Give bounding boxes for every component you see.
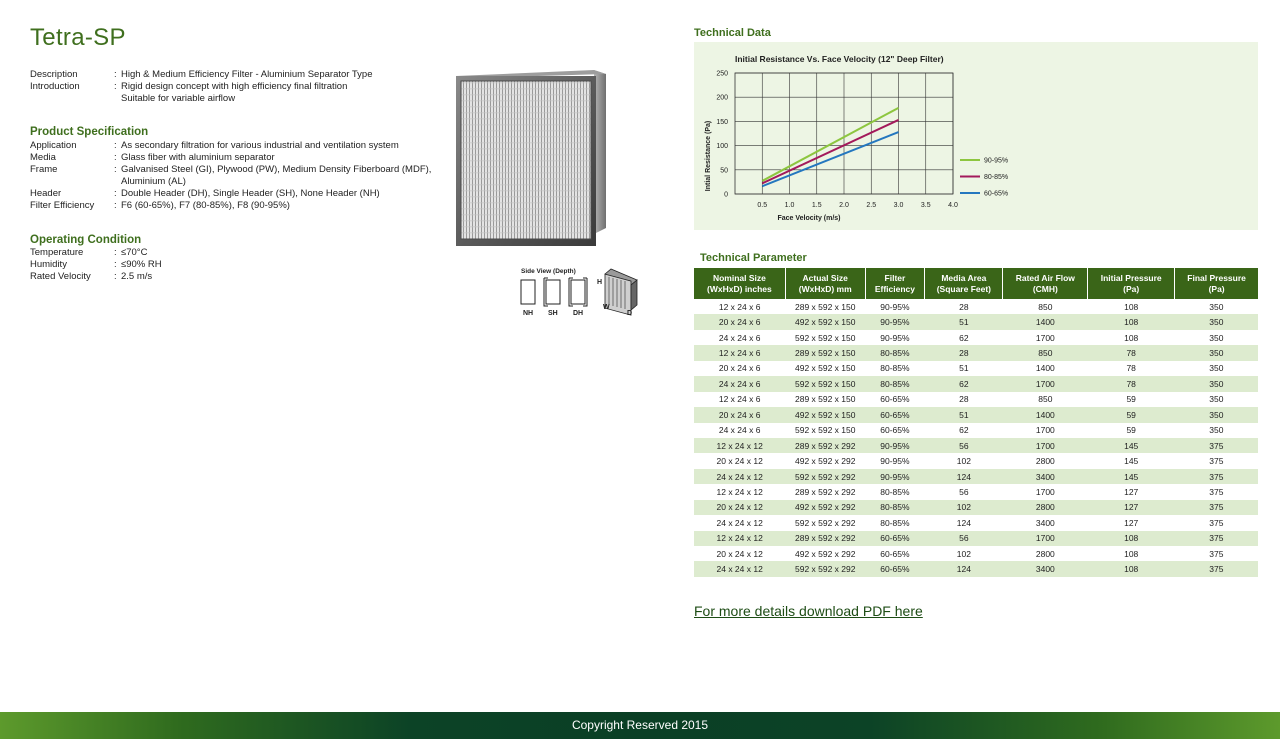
table-cell: 592 x 592 x 150 bbox=[785, 376, 865, 391]
table-cell: 90-95% bbox=[865, 314, 925, 329]
table-cell: 289 x 592 x 150 bbox=[794, 301, 856, 312]
operating-value: ≤90% RH bbox=[121, 259, 162, 270]
table-cell: 60-65% bbox=[865, 561, 925, 576]
spec-value: Glass fiber with aluminium separator bbox=[121, 152, 275, 163]
intro-value: High & Medium Efficiency Filter - Aluminium Separator Type bbox=[121, 69, 373, 80]
table-cell: 350 bbox=[1209, 363, 1224, 374]
table-cell: 350 bbox=[1209, 394, 1224, 405]
operating-condition-heading: Operating Condition bbox=[30, 234, 142, 246]
table-row bbox=[694, 438, 1258, 453]
table-cell: 375 bbox=[1175, 469, 1258, 484]
table-cell: 62 bbox=[959, 332, 969, 343]
table-cell: 20 x 24 x 6 bbox=[694, 314, 785, 329]
table-cell: 592 x 592 x 292 bbox=[785, 469, 865, 484]
spec-row-frame bbox=[30, 164, 451, 176]
table-cell: 60-65% bbox=[865, 407, 925, 422]
colon-separator bbox=[114, 93, 121, 105]
colon-separator: : bbox=[114, 247, 117, 258]
table-row bbox=[694, 407, 1258, 422]
table-cell: 12 x 24 x 6 bbox=[718, 301, 761, 312]
column-header-line: (WxHxD) inches bbox=[707, 283, 772, 294]
table-cell: 90-95% bbox=[865, 469, 925, 484]
table-cell: 60-65% bbox=[880, 394, 910, 405]
table-cell: 62 bbox=[925, 376, 1003, 391]
intro-row-introduction bbox=[30, 81, 451, 93]
operating-label: Humidity bbox=[30, 259, 67, 270]
table-cell: 80-85% bbox=[880, 486, 910, 497]
table-cell: 592 x 592 x 150 bbox=[794, 425, 856, 436]
table-cell: 28 bbox=[959, 301, 969, 312]
technical-parameter-heading: Technical Parameter bbox=[700, 252, 807, 264]
table-cell: 350 bbox=[1175, 376, 1258, 391]
filter-product-image bbox=[454, 68, 608, 246]
table-row bbox=[694, 531, 1258, 546]
y-tick-label: 100 bbox=[716, 143, 728, 151]
table-cell: 2800 bbox=[1035, 456, 1055, 467]
table-row bbox=[694, 453, 1258, 468]
intro-label bbox=[30, 93, 114, 105]
dim-d: D bbox=[627, 310, 633, 317]
table-cell: 78 bbox=[1088, 376, 1175, 391]
column-header bbox=[694, 268, 785, 299]
x-axis-label: Face Velocity (m/s) bbox=[777, 215, 841, 222]
table-cell: 56 bbox=[925, 438, 1003, 453]
x-tick-label: 4.0 bbox=[948, 202, 958, 209]
y-tick-label: 250 bbox=[716, 70, 728, 78]
spec-value: Galvanised Steel (GI), Plywood (PW), Medium Density Fiberboard (MDF), bbox=[121, 164, 432, 175]
table-cell: 492 x 592 x 292 bbox=[785, 500, 865, 515]
table-cell: 20 x 24 x 12 bbox=[694, 500, 785, 515]
table-cell: 492 x 592 x 292 bbox=[794, 548, 856, 559]
table-cell: 350 bbox=[1175, 314, 1258, 329]
table-cell: 289 x 592 x 292 bbox=[785, 438, 865, 453]
table-cell: 90-95% bbox=[880, 332, 910, 343]
table-header-row bbox=[694, 268, 1258, 299]
series-line-60-65% bbox=[762, 132, 898, 186]
table-cell: 1700 bbox=[1003, 376, 1088, 391]
y-axis-label: Intial Resistance (Pa) bbox=[705, 120, 712, 192]
spec-label bbox=[30, 176, 114, 188]
x-tick-label: 1.0 bbox=[784, 202, 795, 209]
table-cell: 12 x 24 x 6 bbox=[694, 345, 785, 360]
table-cell: 375 bbox=[1175, 531, 1258, 546]
table-cell: 350 bbox=[1209, 301, 1224, 312]
label-sh: SH bbox=[548, 310, 558, 317]
table-row bbox=[694, 500, 1258, 515]
table-cell: 124 bbox=[925, 561, 1003, 576]
table-cell: 108 bbox=[1088, 314, 1175, 329]
table-cell: 102 bbox=[956, 548, 971, 559]
table-cell: 375 bbox=[1209, 456, 1224, 467]
column-header bbox=[1175, 268, 1258, 299]
spec-label: Header bbox=[30, 188, 62, 199]
table-cell: 60-65% bbox=[880, 425, 910, 436]
table-row bbox=[694, 515, 1258, 530]
table-cell: 145 bbox=[1124, 456, 1139, 467]
table-row bbox=[694, 546, 1258, 561]
table-cell: 124 bbox=[956, 517, 971, 528]
table-cell: 20 x 24 x 6 bbox=[694, 407, 785, 422]
spec-value: As secondary filtration for various industrial and ventilation system bbox=[121, 140, 399, 151]
table-cell: 1400 bbox=[1035, 363, 1055, 374]
spec-label: Media bbox=[30, 152, 56, 163]
table-cell: 375 bbox=[1175, 438, 1258, 453]
x-tick-label: 2.0 bbox=[839, 202, 849, 209]
table-cell: 492 x 592 x 292 bbox=[794, 456, 856, 467]
table-cell: 80-85% bbox=[880, 363, 910, 374]
table-cell: 350 bbox=[1175, 345, 1258, 360]
spec-label: Filter Efficiency bbox=[30, 200, 95, 211]
table-cell: 108 bbox=[1124, 332, 1139, 343]
technical-parameter-table bbox=[694, 268, 1258, 577]
x-tick-label: 3.0 bbox=[893, 202, 904, 209]
table-cell: 492 x 592 x 150 bbox=[785, 407, 865, 422]
column-header-line: (Pa) bbox=[1123, 283, 1140, 294]
table-cell: 2800 bbox=[1003, 500, 1088, 515]
side-view-diagram bbox=[515, 266, 645, 322]
operating-label: Rated Velocity bbox=[30, 271, 91, 282]
table-cell: 24 x 24 x 12 bbox=[694, 561, 785, 576]
table-cell: 78 bbox=[1126, 363, 1136, 374]
y-tick-label: 0 bbox=[724, 191, 728, 199]
table-cell: 108 bbox=[1124, 301, 1139, 312]
table-cell: 28 bbox=[925, 345, 1003, 360]
column-header-line: Media Area bbox=[941, 272, 987, 283]
table-cell: 80-85% bbox=[865, 500, 925, 515]
spec-label: Application bbox=[30, 140, 77, 151]
table-cell: 592 x 592 x 292 bbox=[785, 561, 865, 576]
sh-shape bbox=[546, 280, 560, 304]
dh-shape bbox=[571, 280, 585, 304]
x-tick-label: 2.5 bbox=[866, 202, 877, 209]
table-cell: 12 x 24 x 12 bbox=[694, 438, 785, 453]
table-row bbox=[694, 361, 1258, 376]
y-tick-label: 50 bbox=[720, 167, 728, 175]
table-cell: 12 x 24 x 12 bbox=[694, 531, 785, 546]
table-cell: 56 bbox=[959, 486, 969, 497]
table-cell: 108 bbox=[1088, 531, 1175, 546]
table-cell: 80-85% bbox=[865, 345, 925, 360]
column-header bbox=[925, 268, 1003, 299]
table-cell: 127 bbox=[1124, 486, 1139, 497]
colon-separator: : bbox=[114, 188, 117, 199]
operating-row-rated-velocity bbox=[30, 271, 451, 283]
table-cell: 24 x 24 x 6 bbox=[694, 376, 785, 391]
chart-title: Initial Resistance Vs. Face Velocity (12" Deep Filter) bbox=[735, 54, 944, 64]
spec-row-media bbox=[30, 152, 451, 164]
table-cell: 108 bbox=[1088, 561, 1175, 576]
column-header-line: Actual Size bbox=[802, 272, 848, 283]
y-tick-label: 200 bbox=[716, 94, 728, 102]
x-tick-label: 1.5 bbox=[811, 202, 822, 209]
column-header bbox=[1088, 268, 1175, 299]
intro-block bbox=[30, 69, 451, 105]
table-cell: 1400 bbox=[1003, 314, 1088, 329]
spec-value: Aluminium (AL) bbox=[121, 176, 186, 187]
column-header-line: Rated Air Flow bbox=[1015, 272, 1075, 283]
table-cell: 1700 bbox=[1035, 425, 1055, 436]
operating-value: 2.5 m/s bbox=[121, 271, 153, 282]
intro-value: Suitable for variable airflow bbox=[121, 93, 236, 104]
intro-value: Rigid design concept with high efficiency final filtration bbox=[121, 81, 348, 92]
table-cell: 1700 bbox=[1003, 531, 1088, 546]
table-cell: 60-65% bbox=[880, 548, 910, 559]
copyright-text: Copyright Reserved 2015 bbox=[571, 718, 709, 732]
table-cell: 375 bbox=[1175, 500, 1258, 515]
table-cell: 12 x 24 x 12 bbox=[716, 486, 763, 497]
table-cell: 850 bbox=[1038, 394, 1053, 405]
colon-separator: : bbox=[114, 164, 117, 175]
table-cell: 80-85% bbox=[880, 517, 910, 528]
x-tick-label: 3.5 bbox=[920, 202, 931, 209]
spec-row-application bbox=[30, 140, 451, 152]
table-cell: 127 bbox=[1124, 517, 1139, 528]
operating-label: Temperature bbox=[30, 247, 84, 258]
table-cell: 289 x 592 x 150 bbox=[794, 394, 856, 405]
column-header-line: Efficiency bbox=[874, 283, 915, 294]
table-cell: 145 bbox=[1088, 469, 1175, 484]
table-cell: 56 bbox=[925, 531, 1003, 546]
dim-h: H bbox=[597, 279, 603, 286]
series-line-80-85% bbox=[762, 120, 898, 183]
product-title: Tetra-SP bbox=[30, 24, 126, 51]
resistance-velocity-chart bbox=[694, 42, 1258, 230]
colon-separator bbox=[114, 176, 121, 188]
table-row bbox=[694, 423, 1258, 438]
column-header-line: (CMH) bbox=[1032, 283, 1058, 294]
table-cell: 108 bbox=[1124, 548, 1139, 559]
side-view-title: Side View (Depth) bbox=[521, 268, 576, 275]
table-cell: 51 bbox=[925, 314, 1003, 329]
table-cell: 492 x 592 x 150 bbox=[794, 363, 856, 374]
table-cell: 350 bbox=[1209, 332, 1224, 343]
table-cell: 28 bbox=[959, 394, 969, 405]
technical-data-heading: Technical Data bbox=[694, 27, 771, 39]
column-header-line: Initial Pressure bbox=[1100, 272, 1162, 283]
table-cell: 59 bbox=[1126, 425, 1136, 436]
table-cell: 20 x 24 x 12 bbox=[716, 548, 763, 559]
table-cell: 1400 bbox=[1003, 407, 1088, 422]
table-cell: 90-95% bbox=[880, 456, 910, 467]
table-cell: 592 x 592 x 292 bbox=[794, 517, 856, 528]
table-row bbox=[694, 299, 1258, 314]
spec-row-header bbox=[30, 188, 451, 200]
product-specification-heading: Product Specification bbox=[30, 126, 149, 138]
x-tick-label: 0.5 bbox=[757, 202, 768, 209]
pleated-media bbox=[461, 81, 591, 239]
specification-block bbox=[30, 140, 451, 212]
table-cell: 375 bbox=[1209, 486, 1224, 497]
table-row bbox=[694, 484, 1258, 499]
table-cell: 124 bbox=[925, 469, 1003, 484]
table-cell: 375 bbox=[1175, 561, 1258, 576]
colon-separator: : bbox=[114, 140, 117, 151]
dim-w: W bbox=[603, 304, 610, 311]
legend-label: 90-95% bbox=[984, 157, 1009, 165]
table-row bbox=[694, 330, 1258, 345]
table-cell: 127 bbox=[1088, 500, 1175, 515]
operating-block bbox=[30, 247, 451, 283]
table-cell: 289 x 592 x 292 bbox=[785, 531, 865, 546]
column-header-line: Nominal Size bbox=[712, 272, 766, 283]
table-cell: 1700 bbox=[1035, 486, 1055, 497]
table-cell: 375 bbox=[1209, 548, 1224, 559]
operating-row-humidity bbox=[30, 259, 451, 271]
table-cell: 24 x 24 x 12 bbox=[716, 517, 763, 528]
colon-separator: : bbox=[114, 259, 117, 270]
nh-shape bbox=[521, 280, 535, 304]
table-row bbox=[694, 314, 1258, 329]
intro-label: Description bbox=[30, 69, 78, 80]
legend-label: 80-85% bbox=[984, 174, 1009, 181]
table-cell: 1700 bbox=[1003, 438, 1088, 453]
table-cell: 3400 bbox=[1035, 517, 1055, 528]
table-cell: 850 bbox=[1003, 345, 1088, 360]
column-header bbox=[785, 268, 865, 299]
table-cell: 3400 bbox=[1003, 469, 1088, 484]
table-cell: 62 bbox=[959, 425, 969, 436]
y-tick-label: 150 bbox=[716, 118, 728, 126]
table-cell: 51 bbox=[925, 407, 1003, 422]
table-cell: 59 bbox=[1126, 394, 1136, 405]
column-header-line: (Pa) bbox=[1208, 283, 1225, 294]
table-cell: 350 bbox=[1209, 425, 1224, 436]
spec-row-frame-continued bbox=[30, 176, 451, 188]
table-cell: 51 bbox=[959, 363, 969, 374]
table-cell: 59 bbox=[1088, 407, 1175, 422]
table-cell: 102 bbox=[925, 500, 1003, 515]
dh-headers bbox=[569, 278, 587, 306]
table-cell: 12 x 24 x 6 bbox=[718, 394, 761, 405]
footer bbox=[0, 712, 1280, 739]
colon-separator: : bbox=[114, 152, 117, 163]
label-nh: NH bbox=[523, 310, 534, 317]
spec-row-filter-efficiency bbox=[30, 200, 451, 212]
table-cell: 80-85% bbox=[865, 376, 925, 391]
intro-label: Introduction bbox=[30, 81, 80, 92]
legend-label: 60-65% bbox=[984, 190, 1009, 198]
table-cell: 20 x 24 x 12 bbox=[716, 456, 763, 467]
table-cell: 850 bbox=[1038, 301, 1053, 312]
table-cell: 2800 bbox=[1035, 548, 1055, 559]
table-row bbox=[694, 392, 1258, 407]
column-header-line: (WxHxD) mm bbox=[798, 283, 852, 294]
table-row bbox=[694, 561, 1258, 576]
table-row bbox=[694, 376, 1258, 391]
table-cell: 90-95% bbox=[865, 438, 925, 453]
colon-separator: : bbox=[114, 271, 117, 282]
table-cell: 90-95% bbox=[880, 301, 910, 312]
table-cell: 375 bbox=[1209, 517, 1224, 528]
column-header-line: (Square Feet) bbox=[936, 283, 992, 294]
download-pdf-link[interactable]: For more details download PDF here bbox=[694, 603, 923, 619]
spec-label: Frame bbox=[30, 164, 58, 175]
table-row bbox=[694, 345, 1258, 360]
table-cell: 20 x 24 x 6 bbox=[718, 363, 761, 374]
colon-separator: : bbox=[114, 69, 117, 80]
operating-row-temperature bbox=[30, 247, 451, 259]
table-cell: 24 x 24 x 6 bbox=[718, 332, 761, 343]
table-cell: 289 x 592 x 150 bbox=[785, 345, 865, 360]
table-cell: 492 x 592 x 150 bbox=[785, 314, 865, 329]
table-cell: 1700 bbox=[1035, 332, 1055, 343]
operating-value: ≤70°C bbox=[121, 247, 148, 258]
colon-separator: : bbox=[114, 81, 117, 92]
cube-side bbox=[631, 280, 637, 310]
colon-separator: : bbox=[114, 200, 117, 211]
table-row bbox=[694, 469, 1258, 484]
column-header bbox=[1003, 268, 1088, 299]
intro-row-continuation bbox=[30, 93, 451, 105]
table-cell: 145 bbox=[1088, 438, 1175, 453]
column-header-line: Final Pressure bbox=[1187, 272, 1246, 283]
label-dh: DH bbox=[573, 310, 584, 317]
spec-value: F6 (60-65%), F7 (80-85%), F8 (90-95%) bbox=[121, 200, 290, 211]
table-cell: 24 x 24 x 6 bbox=[718, 425, 761, 436]
table-cell: 102 bbox=[956, 456, 971, 467]
column-header-line: Filter bbox=[884, 272, 906, 283]
chart-panel bbox=[694, 42, 1258, 230]
table-cell: 3400 bbox=[1003, 561, 1088, 576]
column-header bbox=[865, 268, 925, 299]
table-cell: 289 x 592 x 292 bbox=[794, 486, 856, 497]
table-cell: 60-65% bbox=[865, 531, 925, 546]
table-cell: 350 bbox=[1175, 407, 1258, 422]
spec-value: Double Header (DH), Single Header (SH), None Header (NH) bbox=[121, 188, 380, 199]
intro-row-description bbox=[30, 69, 451, 81]
table-cell: 24 x 24 x 12 bbox=[694, 469, 785, 484]
table-cell: 592 x 592 x 150 bbox=[794, 332, 856, 343]
table-cell: 78 bbox=[1088, 345, 1175, 360]
